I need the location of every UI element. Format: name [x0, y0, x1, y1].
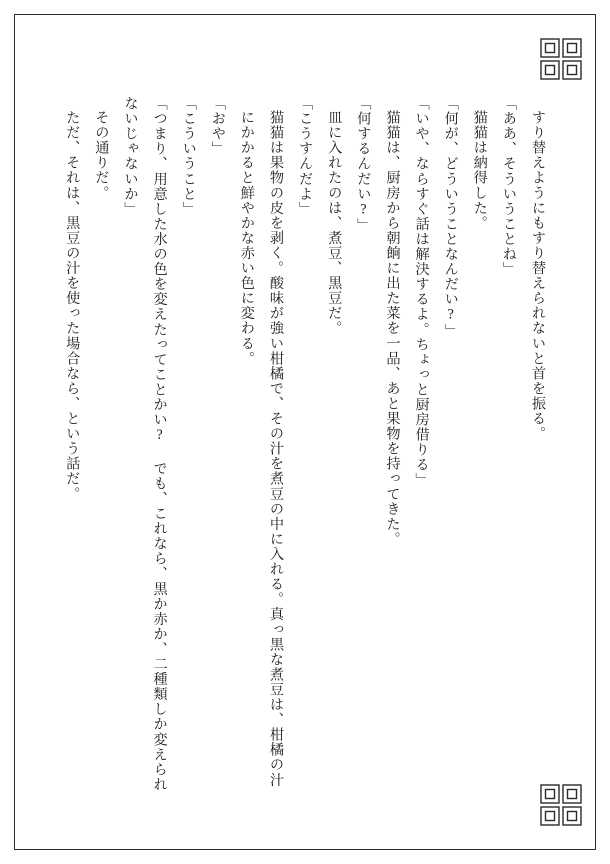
paragraph: 「何が、どういうことなんだい?」 [442, 96, 459, 339]
paragraph: 「こうすんだよ」 [297, 96, 314, 217]
paragraph: 猫猫は果物の皮を剥く。酸味が強い柑橘で、その汁を煮豆の中に入れる。真っ黒な煮豆は、柑橘の汁にかかると鮮やかな赤い色に変わる。 [238, 110, 285, 788]
corner-ornament-top-right [540, 38, 582, 80]
novel-body-text [64, 96, 552, 796]
paragraph: 皿に入れたのは、煮豆、黒豆だ。 [326, 110, 343, 336]
paragraph: 「こういうこと」 [180, 96, 197, 217]
paragraph: ただ、それは、黒豆の汁を使った場合なら、という話だ。 [64, 110, 81, 502]
paragraph: すり替えようにもすり替えられないと首を振る。 [530, 110, 546, 442]
paragraph: 「ああ、そういうことね」 [500, 96, 517, 277]
paragraph: 「おや」 [209, 96, 226, 157]
paragraph: その通りだ。 [93, 110, 110, 201]
paragraph: 猫猫は納得した。 [471, 110, 488, 231]
paragraph: 猫猫は、厨房から朝餉に出た菜を一品、あと果物を持ってきた。 [384, 110, 401, 547]
paragraph: 「いや、ならすぐ話は解決するよ。ちょっと厨房借りる」 [413, 96, 430, 488]
paragraph: 「何するんだい?」 [355, 96, 372, 234]
paragraph: 「つまり、用意した水の色を変えたってことかい? でも、これなら、黒か赤か、二種類しか変えられないじゃないか」 [122, 96, 168, 792]
